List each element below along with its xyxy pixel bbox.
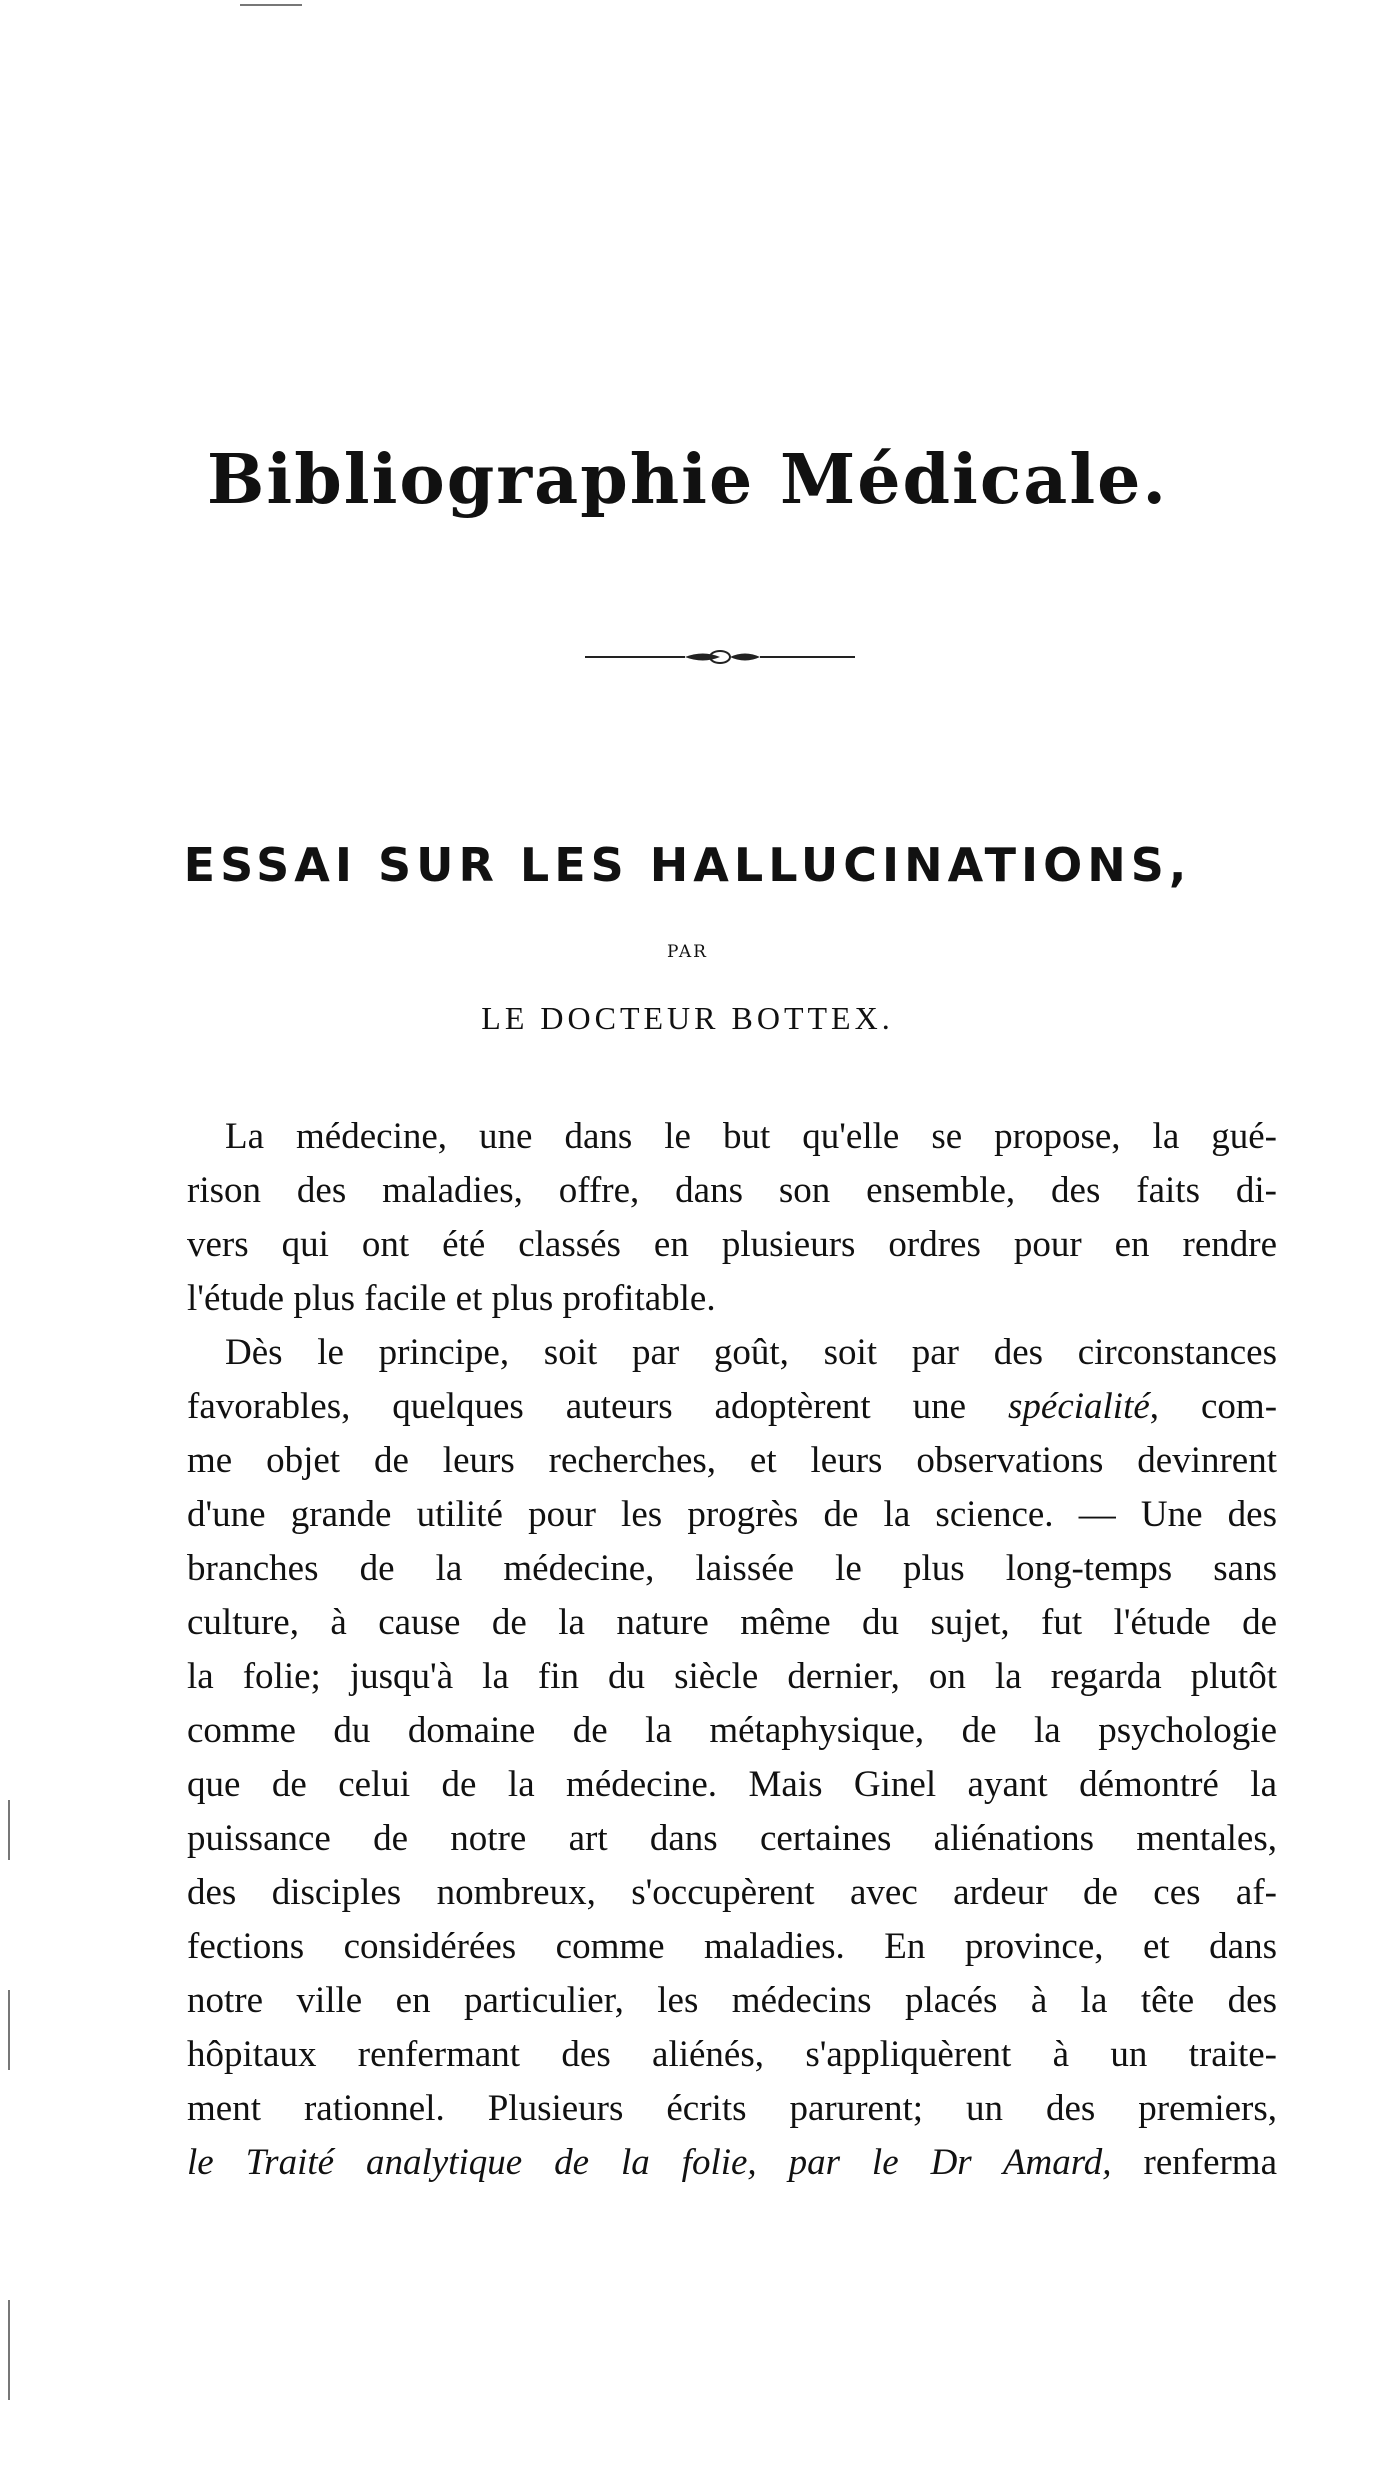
text-line: me objet de leurs recherches, et leurs observations devinrent (187, 1440, 1277, 1481)
scan-mark-top (240, 4, 302, 6)
emphasis: spécialité (1008, 1386, 1150, 1427)
text-line: d'une grande utilité pour les progrès de la science. — Une des (187, 1494, 1277, 1535)
text-line (187, 1380, 1277, 1434)
byline-author: LE DOCTEUR BOTTEX. (481, 1000, 894, 1036)
scan-mark-left-3 (8, 2300, 10, 2400)
section-title: Bibliographie Médicale. (206, 440, 1169, 520)
text-line: que de celui de la médecine. Mais Ginel ayant démontré la (187, 1764, 1277, 1805)
text-line: vers qui ont été classés en plusieurs ordres pour en rendre (187, 1224, 1277, 1265)
text-segment: , com- (1149, 1386, 1278, 1427)
scan-mark-left-2 (8, 1990, 10, 2070)
text-line: branches de la médecine, laissée le plus long-temps sans (187, 1548, 1277, 1589)
text-line: l'étude plus facile et plus profitable. (187, 1278, 716, 1319)
text-line: ment rationnel. Plusieurs écrits parurent; un des premiers, (187, 2088, 1277, 2129)
text-line: fections considérées comme maladies. En province, et dans (187, 1926, 1277, 1967)
scan-mark-left-1 (8, 1800, 10, 1860)
text-line: des disciples nombreux, s'occupèrent avec ardeur de ces af- (187, 1872, 1277, 1913)
ornament-divider (585, 640, 855, 674)
text-line: comme du domaine de la métaphysique, de la psychologie (187, 1710, 1277, 1751)
article-title: ESSAI SUR LES HALLUCINATIONS, (183, 838, 1192, 892)
text-line: Dès le principe, soit par goût, soit par des circonstances (225, 1332, 1277, 1373)
text-line: rison des maladies, offre, dans son ensemble, des faits di- (187, 1170, 1277, 1211)
text-line: la folie; jusqu'à la fin du siècle dernier, on la regarda plutôt (187, 1656, 1277, 1697)
byline-par: PAR (667, 942, 708, 962)
text-segment: renferma (1143, 2142, 1278, 2183)
emphasis: le Traité analytique de la folie, par le Dr Amard, (187, 2142, 1112, 2183)
text-line: hôpitaux renfermant des aliénés, s'appliquèrent à un traite- (187, 2034, 1277, 2075)
text-line: notre ville en particulier, les médecins placés à la tête des (187, 1980, 1277, 2021)
text-line: puissance de notre art dans certaines aliénations mentales, (187, 1818, 1277, 1859)
text-line: culture, à cause de la nature même du sujet, fut l'étude de (187, 1602, 1277, 1643)
text-segment: favorables, quelques auteurs adoptèrent une (187, 1386, 967, 1427)
text-line: La médecine, une dans le but qu'elle se propose, la gué- (225, 1116, 1277, 1157)
text-line (187, 2136, 1277, 2190)
